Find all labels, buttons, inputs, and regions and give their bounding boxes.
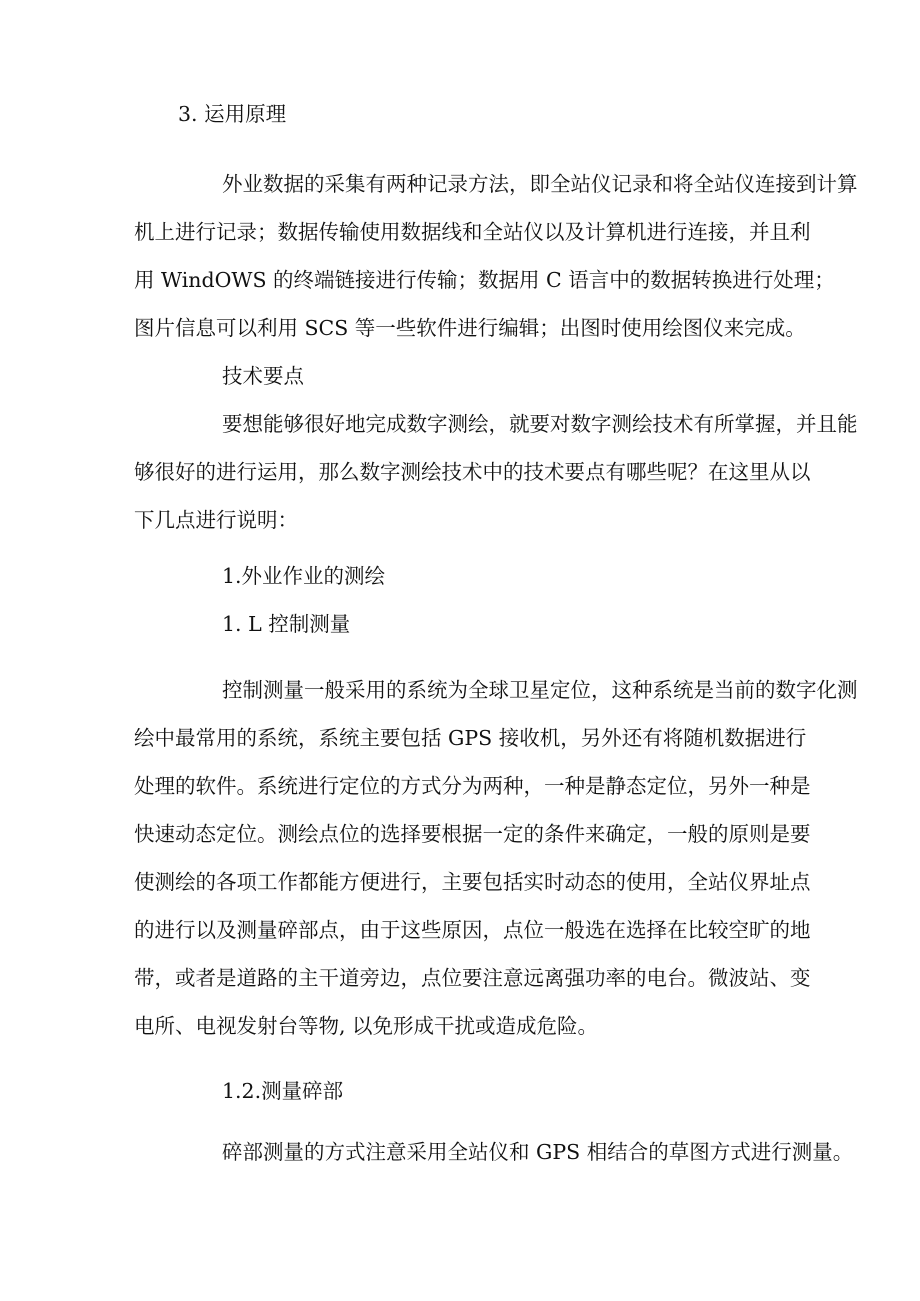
paragraph-line: 绘中最常用的系统，系统主要包括 GPS 接收机，另外还有将随机数据进行 — [134, 726, 807, 750]
paragraph-detail-survey — [134, 1128, 854, 1176]
section-heading-control-survey — [134, 600, 794, 648]
paragraph-line: 够很好的进行运用，那么数字测绘技术中的技术要点有哪些呢？在这里从以 — [134, 460, 811, 484]
heading-text: 1. L 控制测量 — [222, 612, 351, 636]
paragraph-line: 碎部测量的方式注意采用全站仪和 GPS 相结合的草图方式进行测量。 — [222, 1140, 854, 1164]
heading-text: 技术要点 — [222, 364, 304, 388]
paragraph-line: 电所、电视发射台等物, 以免形成干扰或造成危险。 — [134, 1014, 599, 1038]
paragraph-line: 处理的软件。系统进行定位的方式分为两种，一种是静态定位，另外一种是 — [134, 774, 811, 798]
section-heading-principle — [134, 90, 794, 138]
paragraph-line: 要想能够很好地完成数字测绘，就要对数字测绘技术有所掌握，并且能 — [222, 412, 858, 436]
paragraph-tech-points — [134, 400, 858, 544]
section-heading-detail-survey — [134, 1067, 794, 1115]
paragraph-line: 带，或者是道路的主干道旁边，点位要注意远离强功率的电台。微波站、变 — [134, 966, 811, 990]
paragraph-line: 外业数据的采集有两种记录方法，即全站仪记录和将全站仪连接到计算 — [222, 172, 858, 196]
paragraph-line: 图片信息可以利用 SCS 等一些软件进行编辑；出图时使用绘图仪来完成。 — [134, 316, 806, 340]
paragraph-line: 使测绘的各项工作都能方便进行，主要包括实时动态的使用，全站仪界址点 — [134, 870, 811, 894]
paragraph-data-collection — [134, 160, 858, 352]
paragraph-line: 控制测量一般采用的系统为全球卫星定位，这种系统是当前的数字化测 — [222, 678, 858, 702]
heading-text: 3. 运用原理 — [178, 102, 287, 126]
heading-text: 1.外业作业的测绘 — [222, 564, 386, 588]
section-heading-tech-points — [134, 352, 794, 400]
paragraph-line: 快速动态定位。测绘点位的选择要根据一定的条件来确定，一般的原则是要 — [134, 822, 811, 846]
paragraph-control-survey — [134, 666, 858, 1050]
paragraph-line: 的进行以及测量碎部点，由于这些原因，点位一般选在选择在比较空旷的地 — [134, 918, 811, 942]
paragraph-line: 机上进行记录；数据传输使用数据线和全站仪以及计算机进行连接，并且利 — [134, 220, 811, 244]
paragraph-line: 下几点进行说明： — [134, 508, 298, 532]
heading-text: 1.2.测量碎部 — [222, 1079, 344, 1103]
section-heading-field-work — [134, 552, 794, 600]
paragraph-line: 用 WindOWS 的终端链接进行传输；数据用 C 语言中的数据转换进行处理； — [134, 268, 835, 292]
